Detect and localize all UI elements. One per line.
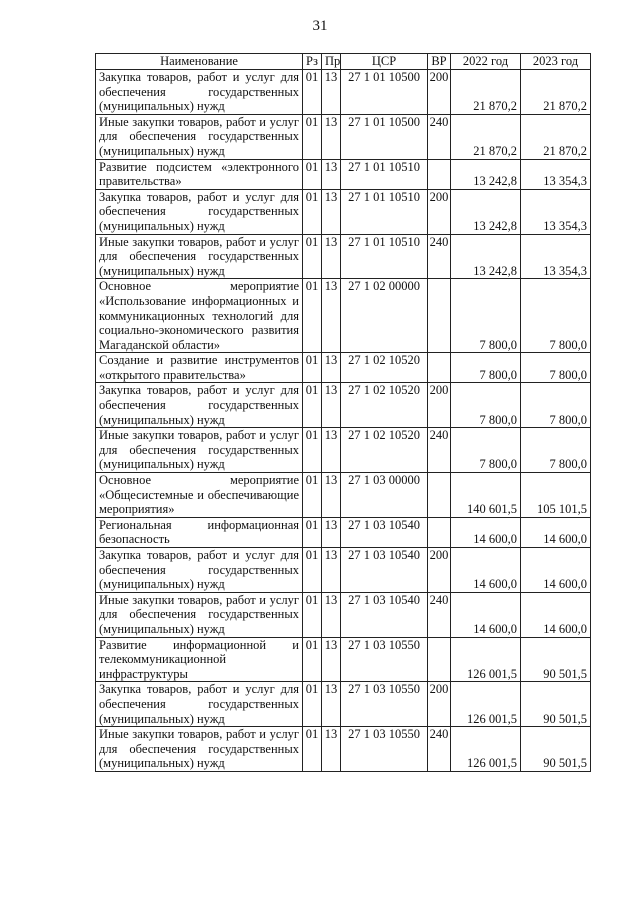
cell-vr — [428, 473, 451, 518]
cell-vr — [428, 517, 451, 547]
cell-vr: 200 — [428, 548, 451, 593]
header-csr: ЦСР — [341, 54, 428, 70]
table-row — [96, 592, 591, 637]
cell-2022: 126 001,5 — [451, 682, 521, 727]
cell-csr: 27 1 02 00000 — [341, 279, 428, 353]
cell-csr: 27 1 01 10510 — [341, 189, 428, 234]
cell-csr: 27 1 01 10500 — [341, 70, 428, 115]
cell-rz: 01 — [303, 70, 322, 115]
cell-rz: 01 — [303, 279, 322, 353]
cell-name: Иные закупки товаров, работ и услуг для обеспечения государственных (муниципальных) нужд — [96, 428, 303, 473]
cell-name: Иные закупки товаров, работ и услуг для обеспечения государственных (муниципальных) нужд — [96, 114, 303, 159]
cell-rz: 01 — [303, 548, 322, 593]
cell-pr: 13 — [322, 114, 341, 159]
table-row — [96, 637, 591, 682]
cell-csr: 27 1 03 10540 — [341, 592, 428, 637]
cell-name: Иные закупки товаров, работ и услуг для обеспечения государственных (муниципальных) нужд — [96, 234, 303, 279]
cell-name: Закупка товаров, работ и услуг для обеспечения государственных (муниципальных) нужд — [96, 383, 303, 428]
cell-2022: 7 800,0 — [451, 279, 521, 353]
cell-vr — [428, 279, 451, 353]
cell-vr: 240 — [428, 234, 451, 279]
cell-csr: 27 1 01 10510 — [341, 234, 428, 279]
cell-name: Основное мероприятие «Использование информационных и коммуникационных технологий для социально-экономического развития Магаданской области» — [96, 279, 303, 353]
cell-2023: 14 600,0 — [521, 517, 591, 547]
cell-csr: 27 1 03 10550 — [341, 727, 428, 772]
cell-pr: 13 — [322, 159, 341, 189]
header-pr: Пр — [322, 54, 341, 70]
table-body — [96, 70, 591, 772]
cell-name: Закупка товаров, работ и услуг для обеспечения государственных (муниципальных) нужд — [96, 70, 303, 115]
table-row — [96, 279, 591, 353]
cell-vr: 240 — [428, 727, 451, 772]
table-row — [96, 682, 591, 727]
cell-2023: 14 600,0 — [521, 548, 591, 593]
cell-csr: 27 1 01 10510 — [341, 159, 428, 189]
cell-pr: 13 — [322, 473, 341, 518]
page-number: 31 — [312, 18, 328, 34]
cell-name: Региональная информационная безопасность — [96, 517, 303, 547]
cell-vr: 200 — [428, 189, 451, 234]
cell-vr — [428, 159, 451, 189]
table-row — [96, 517, 591, 547]
cell-csr: 27 1 02 10520 — [341, 383, 428, 428]
cell-csr: 27 1 03 10550 — [341, 682, 428, 727]
cell-2022: 21 870,2 — [451, 70, 521, 115]
cell-pr: 13 — [322, 517, 341, 547]
cell-2022: 140 601,5 — [451, 473, 521, 518]
cell-rz: 01 — [303, 517, 322, 547]
cell-2022: 14 600,0 — [451, 517, 521, 547]
cell-2023: 90 501,5 — [521, 682, 591, 727]
cell-csr: 27 1 02 10520 — [341, 428, 428, 473]
cell-name: Иные закупки товаров, работ и услуг для обеспечения государственных (муниципальных) нужд — [96, 727, 303, 772]
cell-vr: 240 — [428, 592, 451, 637]
table-row — [96, 473, 591, 518]
budget-table — [95, 53, 591, 772]
table-row — [96, 234, 591, 279]
table-row — [96, 548, 591, 593]
cell-pr: 13 — [322, 428, 341, 473]
cell-pr: 13 — [322, 234, 341, 279]
cell-2022: 126 001,5 — [451, 637, 521, 682]
cell-2022: 13 242,8 — [451, 159, 521, 189]
header-name: Наименование — [96, 54, 303, 70]
cell-pr: 13 — [322, 727, 341, 772]
table-row — [96, 727, 591, 772]
cell-csr: 27 1 03 10540 — [341, 517, 428, 547]
cell-rz: 01 — [303, 682, 322, 727]
cell-2023: 7 800,0 — [521, 428, 591, 473]
cell-2022: 7 800,0 — [451, 428, 521, 473]
cell-csr: 27 1 03 00000 — [341, 473, 428, 518]
cell-2023: 7 800,0 — [521, 383, 591, 428]
cell-csr: 27 1 03 10550 — [341, 637, 428, 682]
cell-2022: 14 600,0 — [451, 548, 521, 593]
table-row — [96, 383, 591, 428]
header-vr: ВР — [428, 54, 451, 70]
cell-vr: 200 — [428, 682, 451, 727]
header-rz: Рз — [303, 54, 322, 70]
table-row — [96, 428, 591, 473]
cell-2023: 21 870,2 — [521, 114, 591, 159]
cell-2022: 7 800,0 — [451, 383, 521, 428]
cell-vr: 200 — [428, 383, 451, 428]
header-row — [96, 54, 591, 70]
cell-rz: 01 — [303, 353, 322, 383]
cell-rz: 01 — [303, 592, 322, 637]
cell-vr: 240 — [428, 114, 451, 159]
cell-pr: 13 — [322, 682, 341, 727]
cell-2023: 90 501,5 — [521, 637, 591, 682]
cell-2022: 13 242,8 — [451, 234, 521, 279]
cell-vr: 240 — [428, 428, 451, 473]
cell-rz: 01 — [303, 114, 322, 159]
cell-rz: 01 — [303, 473, 322, 518]
header-2023: 2023 год — [521, 54, 591, 70]
table-row — [96, 353, 591, 383]
cell-csr: 27 1 01 10500 — [341, 114, 428, 159]
cell-csr: 27 1 02 10520 — [341, 353, 428, 383]
cell-csr: 27 1 03 10540 — [341, 548, 428, 593]
cell-rz: 01 — [303, 727, 322, 772]
table-row — [96, 189, 591, 234]
cell-2022: 14 600,0 — [451, 592, 521, 637]
cell-name: Основное мероприятие «Общесистемные и обеспечивающие мероприятия» — [96, 473, 303, 518]
cell-2023: 7 800,0 — [521, 279, 591, 353]
cell-rz: 01 — [303, 637, 322, 682]
cell-name: Иные закупки товаров, работ и услуг для обеспечения государственных (муниципальных) нужд — [96, 592, 303, 637]
cell-2022: 7 800,0 — [451, 353, 521, 383]
cell-vr: 200 — [428, 70, 451, 115]
cell-pr: 13 — [322, 383, 341, 428]
cell-rz: 01 — [303, 189, 322, 234]
cell-2023: 13 354,3 — [521, 234, 591, 279]
cell-name: Закупка товаров, работ и услуг для обеспечения государственных (муниципальных) нужд — [96, 548, 303, 593]
cell-pr: 13 — [322, 637, 341, 682]
cell-pr: 13 — [322, 548, 341, 593]
cell-pr: 13 — [322, 189, 341, 234]
cell-2022: 13 242,8 — [451, 189, 521, 234]
cell-2022: 126 001,5 — [451, 727, 521, 772]
cell-2022: 21 870,2 — [451, 114, 521, 159]
cell-2023: 105 101,5 — [521, 473, 591, 518]
cell-rz: 01 — [303, 383, 322, 428]
cell-rz: 01 — [303, 234, 322, 279]
cell-vr — [428, 353, 451, 383]
table-row — [96, 70, 591, 115]
cell-2023: 21 870,2 — [521, 70, 591, 115]
cell-name: Развитие подсистем «электронного правительства» — [96, 159, 303, 189]
cell-pr: 13 — [322, 70, 341, 115]
table-row — [96, 114, 591, 159]
cell-2023: 7 800,0 — [521, 353, 591, 383]
cell-rz: 01 — [303, 428, 322, 473]
header-2022: 2022 год — [451, 54, 521, 70]
table-row — [96, 159, 591, 189]
cell-pr: 13 — [322, 592, 341, 637]
cell-rz: 01 — [303, 159, 322, 189]
cell-name: Закупка товаров, работ и услуг для обеспечения государственных (муниципальных) нужд — [96, 189, 303, 234]
table-header — [96, 54, 591, 70]
cell-pr: 13 — [322, 353, 341, 383]
cell-2023: 13 354,3 — [521, 159, 591, 189]
cell-name: Закупка товаров, работ и услуг для обеспечения государственных (муниципальных) нужд — [96, 682, 303, 727]
cell-2023: 90 501,5 — [521, 727, 591, 772]
cell-name: Создание и развитие инструментов «открытого правительства» — [96, 353, 303, 383]
cell-2023: 14 600,0 — [521, 592, 591, 637]
cell-name: Развитие информационной и телекоммуникационной инфраструктуры — [96, 637, 303, 682]
cell-pr: 13 — [322, 279, 341, 353]
cell-vr — [428, 637, 451, 682]
cell-2023: 13 354,3 — [521, 189, 591, 234]
